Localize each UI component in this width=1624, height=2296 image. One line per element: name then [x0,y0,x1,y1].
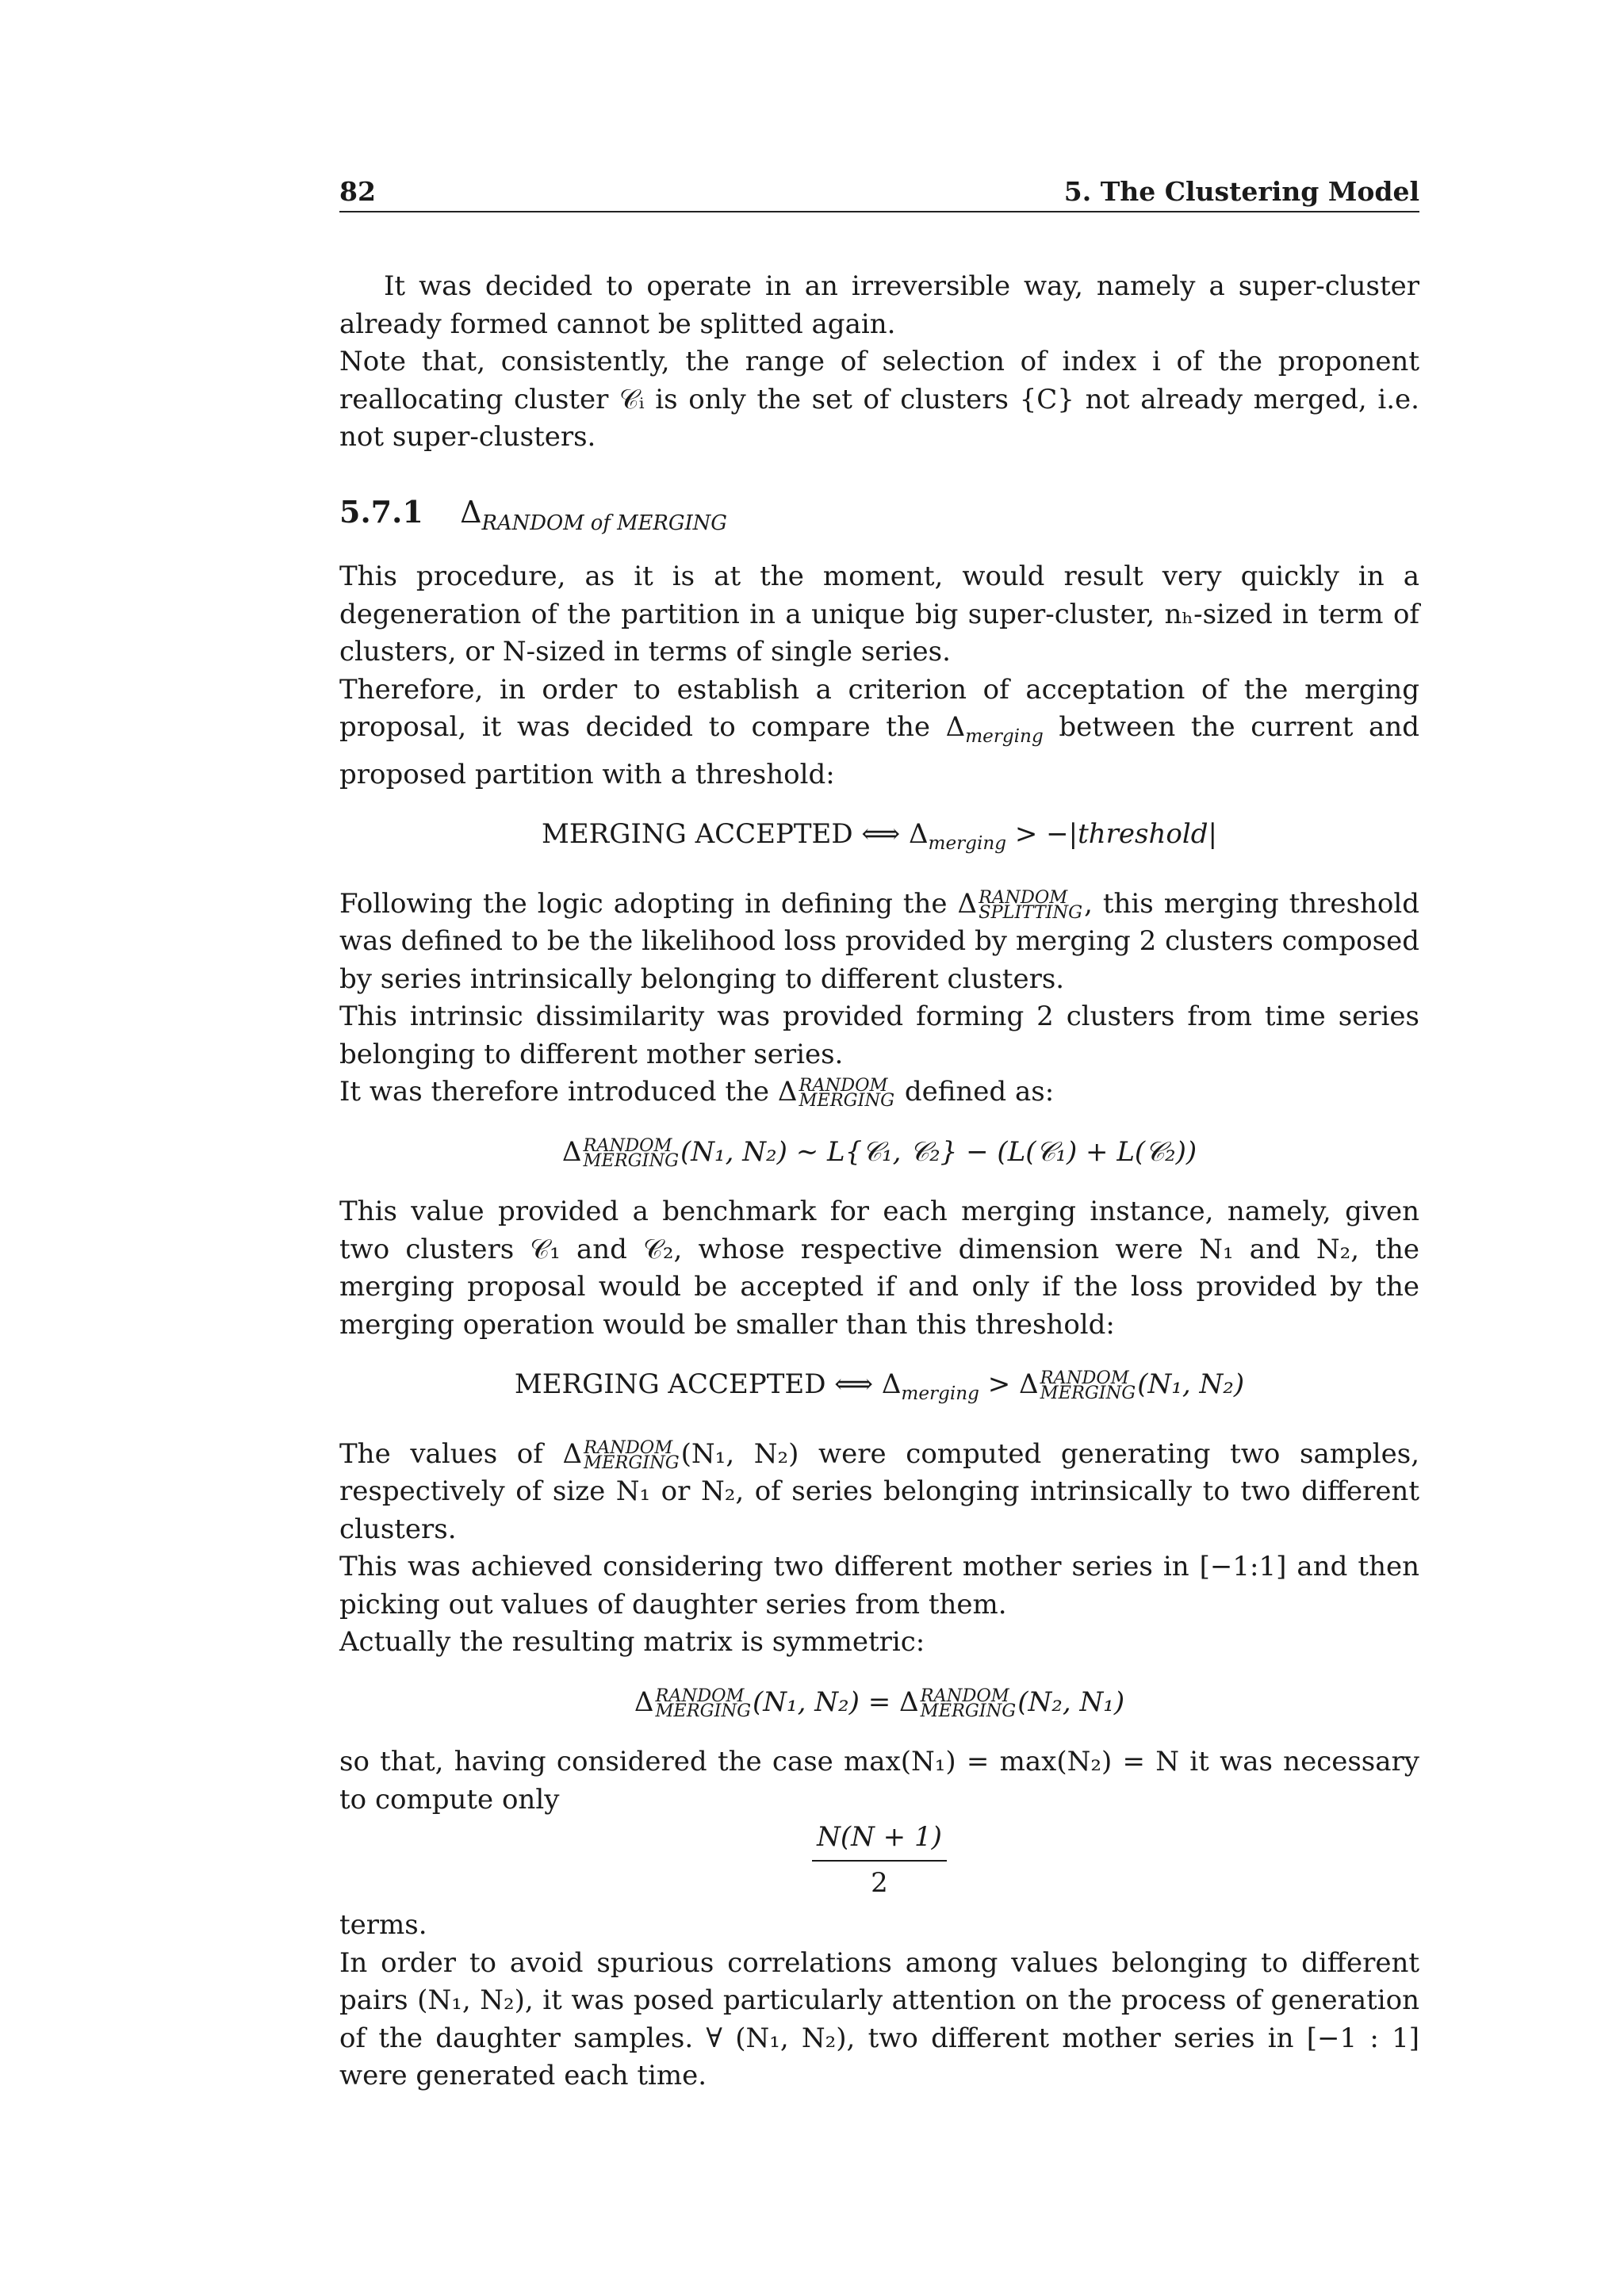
eq-rhs: > −|threshold| [1014,818,1217,851]
text-run: It was therefore introduced the [339,1076,770,1108]
stack-sub: MERGING [799,1090,895,1112]
paragraph: This intrinsic dissimilarity was provided forming 2 clusters from time series belonging to different mother series. [339,1001,1419,1070]
section-title-symbol: Δ [460,494,482,530]
delta-symbol: Δ [881,1368,902,1401]
section-heading [339,493,1419,543]
delta-symbol: Δ [1019,1368,1039,1401]
eq-accepted-label: MERGING ACCEPTED [514,1368,826,1401]
equation-merging-accepted-threshold [339,816,1419,863]
paragraph [339,886,1419,999]
section-number: 5.7.1 [339,493,423,530]
text-run: Therefore, in order to establish a criterion of acceptation of the merging proposal, it was decided to compare the [339,673,1419,744]
paragraph: Note that, consistently, the range of selection of index i of the proponent reallocating cluster 𝒞ᵢ is only the set of clusters {C} not already merged, i.e. not super-clusters. [339,346,1419,453]
section-title-subscript: RANDOM of MERGING [481,511,727,535]
merging-subscript: merging [928,833,1007,855]
running-header [339,173,1419,212]
fraction-numerator: N(N + 1) [812,1819,947,1862]
stack-sub: MERGING [655,1700,752,1721]
delta-symbol: Δ [908,818,929,851]
delta-symbol: Δ [562,1437,583,1470]
paragraph: Actually the resulting matrix is symmetric: [339,1626,925,1659]
delta-symbol: Δ [957,887,978,920]
fraction-denominator: 2 [871,1866,888,1899]
stack-sub: SPLITTING [979,901,1083,923]
stack-sub: MERGING [583,1150,680,1171]
text-run: Following the logic adopting in defining the [339,887,948,920]
paragraph [339,672,1419,794]
text-run: The values of [339,1437,543,1470]
equation-symmetry [339,1684,1419,1722]
stack-sub: MERGING [920,1700,1017,1721]
stack-sup: RANDOM [799,1075,888,1096]
paragraph: This procedure, as it is at the moment, would result very quickly in a degeneration of the partition in a unique big super-cluster, nₕ-sized in term of clusters, or N-sized in terms of single series. [339,561,1419,668]
page-number: 82 [339,176,376,207]
text-run: defined as: [904,1076,1055,1108]
stack-sup: RANDOM [1040,1368,1129,1389]
text-run: between the current and proposed partition with a threshold: [339,711,1419,790]
delta-symbol: Δ [899,1686,919,1718]
stack-sup: RANDOM [979,886,1068,908]
stack-sup: RANDOM [920,1685,1009,1706]
delta-symbol: Δ [634,1686,654,1718]
delta-symbol: Δ [945,711,966,744]
text-run: (N₁, N₂) were computed generating two samples, respectively of size N₁ or N₂, of series belonging intrinsically to two different clusters. [339,1437,1420,1545]
stack-sub: MERGING [1040,1383,1136,1404]
paragraph: It was decided to operate in an irreversible way, namely a super-cluster already formed cannot be splitted again. [339,270,1419,340]
paragraph [339,1073,1419,1112]
equation-fraction [339,1819,1419,1902]
fraction [812,1819,947,1902]
stack-sub: MERGING [584,1452,680,1473]
paragraph: terms. [339,1909,427,1942]
eq-args: (N₁, N₂) = [753,1686,891,1718]
iff-symbol: ⟺ [861,818,901,851]
paragraph: In order to avoid spurious correlations among values belonging to different pairs (N₁, N₂), it was posed particularly attention on the process of generation of the daughter samples. ∀ (N₁, N₂), two different mother series in [−1 : 1] were generated each time. [339,1946,1419,2092]
sup-sub-stack [799,1075,895,1112]
gt-symbol: > [987,1368,1011,1401]
eq-args: (N₁, N₂) [1137,1368,1245,1401]
merging-subscript: merging [965,726,1044,748]
eq-args: (N₂, N₁) [1017,1686,1125,1718]
stack-sup: RANDOM [655,1685,745,1706]
sup-sub-stack [584,1437,680,1473]
stack-sup: RANDOM [583,1135,672,1156]
equation-random-merging-definition [339,1134,1419,1172]
stack-sup: RANDOM [584,1437,673,1458]
delta-symbol: Δ [561,1135,582,1168]
iff-symbol: ⟺ [834,1368,874,1401]
paragraph: so that, having considered the case max(N₁) = max(N₂) = N it was necessary to compute only [339,1746,1419,1816]
sup-sub-stack [1040,1368,1136,1404]
paragraph: This was achieved considering two different mother series in [−1:1] and then picking out values of daughter series from them. [339,1551,1419,1621]
paragraph: This value provided a benchmark for each merging instance, namely, given two clusters 𝒞₁ and 𝒞₂, whose respective dimension were N₁ and N₂, the merging proposal would be accepted if and only if the loss provided by the merging operation would be smaller than this threshold: [339,1196,1419,1341]
text-run: , this merging threshold was defined to be the likelihood loss provided by merging 2 clusters composed by series intrinsically belonging to different clusters. [339,887,1420,995]
merging-subscript: merging [901,1383,979,1405]
delta-symbol: Δ [777,1076,798,1108]
paragraph [339,1436,1419,1549]
sup-sub-stack [583,1135,680,1171]
eq-rhs: (N₁, N₂) ∼ L{𝒞₁, 𝒞₂} − (L(𝒞₁) + L(𝒞₂)) [680,1135,1197,1168]
equation-merging-accepted-benchmark [339,1366,1419,1414]
chapter-title: 5. The Clustering Model [1063,176,1419,207]
sup-sub-stack [655,1685,752,1721]
page-body [339,268,1419,2095]
eq-accepted-label: MERGING ACCEPTED [542,818,853,851]
sup-sub-stack [920,1685,1017,1721]
sup-sub-stack [979,886,1083,923]
